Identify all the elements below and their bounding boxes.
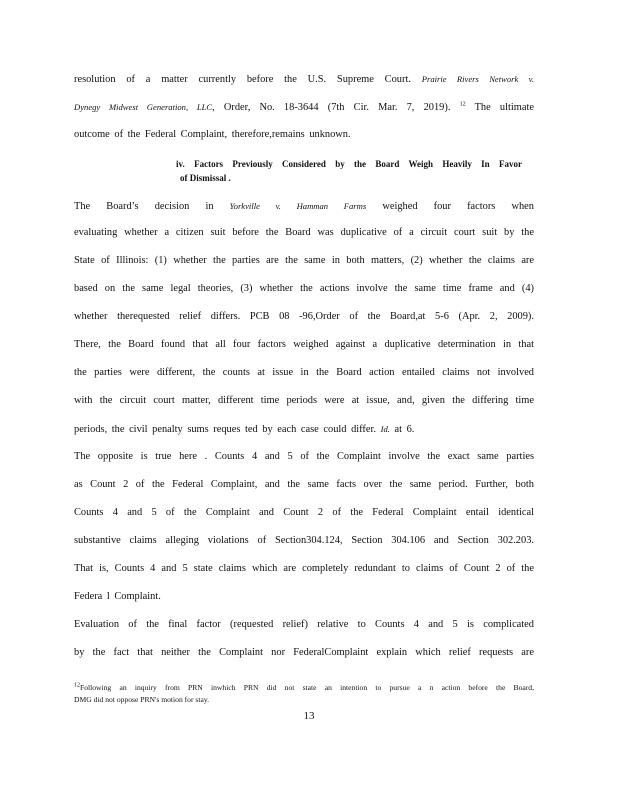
body-text: periods, the civil penalty sums reques ted by each case could differ. — [74, 424, 376, 435]
case-citation-italic: Prairie Rivers Network v. — [421, 74, 534, 84]
paragraph-2-line-5: That is, Counts 4 and 5 state claims which are completely redundant to claims of Count 2 of the — [74, 563, 534, 574]
body-text: The ultimate — [474, 102, 534, 113]
paragraph-2-line-4: substantive claims alleging violations of Section304.124, Section 304.106 and Section 302.203. — [74, 535, 534, 546]
body-text: , Order, No. 18-3644 (7th Cir. Mar. 7, 2019). — [212, 102, 451, 113]
body-text: outcome of the Federal Complaint, therefore,remains unknown. — [74, 129, 351, 140]
paragraph-3-line-2: by the fact that neither the Complaint nor FederalComplaint explain which relief requests are — [74, 647, 534, 658]
paragraph-1-line-9 — [74, 422, 534, 437]
section-heading-line-1: iv. Factors Previously Considered by the Board Weigh Heavily In Favor — [176, 159, 522, 169]
footnote-text: Following an inquiry from PRN inwhich PRN did not state an intention to pursue a n action before the Board, — [80, 683, 534, 692]
citation-id-italic: Id. — [380, 424, 390, 434]
footnote-marker: 12 — [74, 682, 80, 689]
case-citation-italic: Yorkville v. Hamman Farms — [229, 201, 367, 211]
body-text: weighed four factors when — [382, 201, 534, 212]
paragraph-1-line-7: the parties were different, the counts at issue in the Board action entailed claims not involved — [74, 367, 534, 378]
body-line-1 — [74, 72, 534, 87]
case-citation-italic: Dynegy Midwest Generation, LLC — [74, 102, 213, 112]
page-number: 13 — [303, 710, 315, 722]
body-line-3 — [74, 128, 534, 142]
body-text: The Board’s decision in — [74, 201, 214, 212]
body-text: at 6. — [394, 424, 415, 435]
paragraph-2-line-2: as Count 2 of the Federal Complaint, and the same facts over the same period. Further, both — [74, 479, 534, 490]
footnote-reference[interactable]: 12 — [459, 101, 466, 108]
paragraph-1-line-5: whether therequested relief differs. PCB 08 -96,Order of the Board,at 5-6 (Apr. 2, 2009). — [74, 311, 534, 322]
section-heading-line-2: of Dismissal . — [180, 173, 231, 183]
paragraph-2-line-3: Counts 4 and 5 of the Complaint and Count 2 of the Federal Complaint entail identical — [74, 507, 534, 518]
paragraph-1-line-1 — [74, 199, 534, 214]
footnote-line-1 — [74, 682, 534, 693]
paragraph-1-line-8: with the circuit court matter, different time periods were at issue, and, given the differing time — [74, 395, 534, 406]
paragraph-3-line-1: Evaluation of the final factor (requested relief) relative to Counts 4 and 5 is complicated — [74, 619, 534, 630]
paragraph-2-line-6: Federa l Complaint. — [74, 591, 161, 602]
paragraph-2-line-1: The opposite is true here . Counts 4 and 5 of the Complaint involve the exact same parties — [74, 451, 534, 462]
footnote-line-2: DMG did not oppose PRN's motion for stay. — [74, 695, 210, 704]
paragraph-1-line-3: State of Illinois: (1) whether the parties are the same in both matters, (2) whether the claims are — [74, 255, 534, 266]
body-line-2 — [74, 100, 534, 115]
paragraph-1-line-6: There, the Board found that all four factors weighed against a duplicative determination in that — [74, 339, 534, 350]
paragraph-1-line-4: based on the same legal theories, (3) whether the actions involve the same time frame and (4) — [74, 283, 534, 294]
paragraph-1-line-2: evaluating whether a citizen suit before the Board was duplicative of a circuit court suit by the — [74, 227, 534, 238]
body-text: resolution of a matter currently before the U.S. Supreme Court. — [74, 74, 411, 85]
